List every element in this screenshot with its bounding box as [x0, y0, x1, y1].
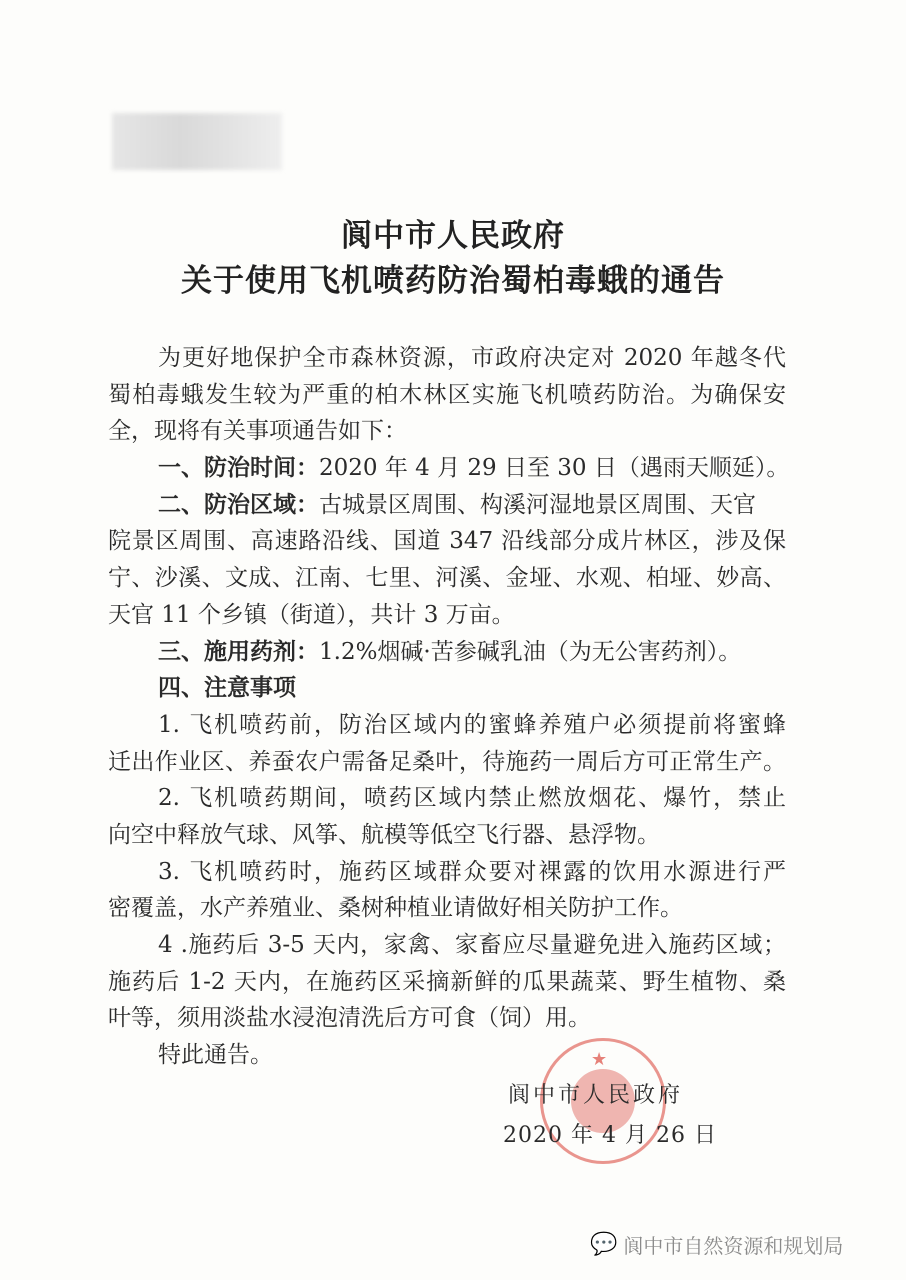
- intro-line: 为更好地保护全市森林资源，市政府决定对 2020 年越冬代: [158, 345, 786, 371]
- section-text: 2020 年 4 月 29 日至 30 日（遇雨天顺延）。: [319, 455, 790, 482]
- watermark: [590, 1230, 843, 1259]
- note-line: 向空中释放气球、风筝、航模等低空飞行器、悬浮物。: [108, 821, 660, 848]
- intro-line: 全，现将有关事项通告如下：: [108, 418, 407, 445]
- section-area-line: 院景区周围、高速路沿线、国道 347 沿线部分成片林区，涉及保: [108, 528, 786, 555]
- section-time: [108, 450, 790, 487]
- note-line: 迁出作业区、养蚕农户需备足桑叶，待施药一周后方可正常生产。: [108, 748, 786, 775]
- title-line-2: 关于使用飞机喷药防治蜀柏毒蛾的通告: [181, 263, 725, 299]
- watermark-text: 阆中市自然资源和规划局: [623, 1234, 844, 1258]
- note-line: 4 .施药后 3-5 天内，家禽、家畜应尽量避免进入施药区域；: [158, 932, 786, 958]
- document-body: [108, 340, 790, 1074]
- note-line: 2. 飞机喷药期间，喷药区域内禁止燃放烟花、爆竹，禁止: [158, 785, 786, 812]
- closing-text: 特此通告。: [158, 1042, 273, 1069]
- note-line: 3. 飞机喷药时，施药区域群众要对裸露的饮用水源进行严: [158, 858, 786, 885]
- section-area: [108, 487, 786, 524]
- note-line: 施药后 1-2 天内，在施药区采摘新鲜的瓜果蔬菜、野生植物、桑: [108, 968, 786, 995]
- redacted-area: [112, 113, 282, 170]
- note-line: 密覆盖，水产养殖业、桑树种植业请做好相关防护工作。: [108, 895, 683, 922]
- wechat-icon: 💬: [590, 1232, 618, 1257]
- title-line-1: 阆中市人民政府: [341, 218, 565, 254]
- section-label: 三、施用药剂：: [158, 637, 319, 665]
- section-area-line: 宁、沙溪、文成、江南、七里、河溪、金垭、水观、柏垭、妙高、: [108, 565, 786, 592]
- signature-org: 阆中市人民政府: [508, 1083, 684, 1108]
- section-text: 古城景区周围、构溪河湿地景区周围、天官: [319, 491, 756, 518]
- signature-date: 2020 年 4 月 26 日: [503, 1123, 717, 1148]
- note-line: 叶等，须用淡盐水浸泡清洗后方可食（饲）用。: [108, 1005, 591, 1032]
- section-area-line: 天官 11 个乡镇（街道），共计 3 万亩。: [108, 601, 515, 628]
- section-text: 1.2%烟碱·苦参碱乳油（为无公害药剂）。: [319, 638, 742, 665]
- star-icon: ★: [591, 1049, 608, 1070]
- section-notes-heading: 四、注意事项: [158, 674, 296, 702]
- section-label: 二、防治区域：: [158, 490, 319, 518]
- intro-line: 蜀柏毒蛾发生较为严重的柏木林区实施飞机喷药防治。为确保安: [108, 381, 786, 408]
- note-line: 1. 飞机喷药前，防治区域内的蜜蜂养殖户必须提前将蜜蜂: [158, 711, 786, 738]
- section-agent: [108, 634, 786, 671]
- section-label: 一、防治时间：: [158, 454, 319, 482]
